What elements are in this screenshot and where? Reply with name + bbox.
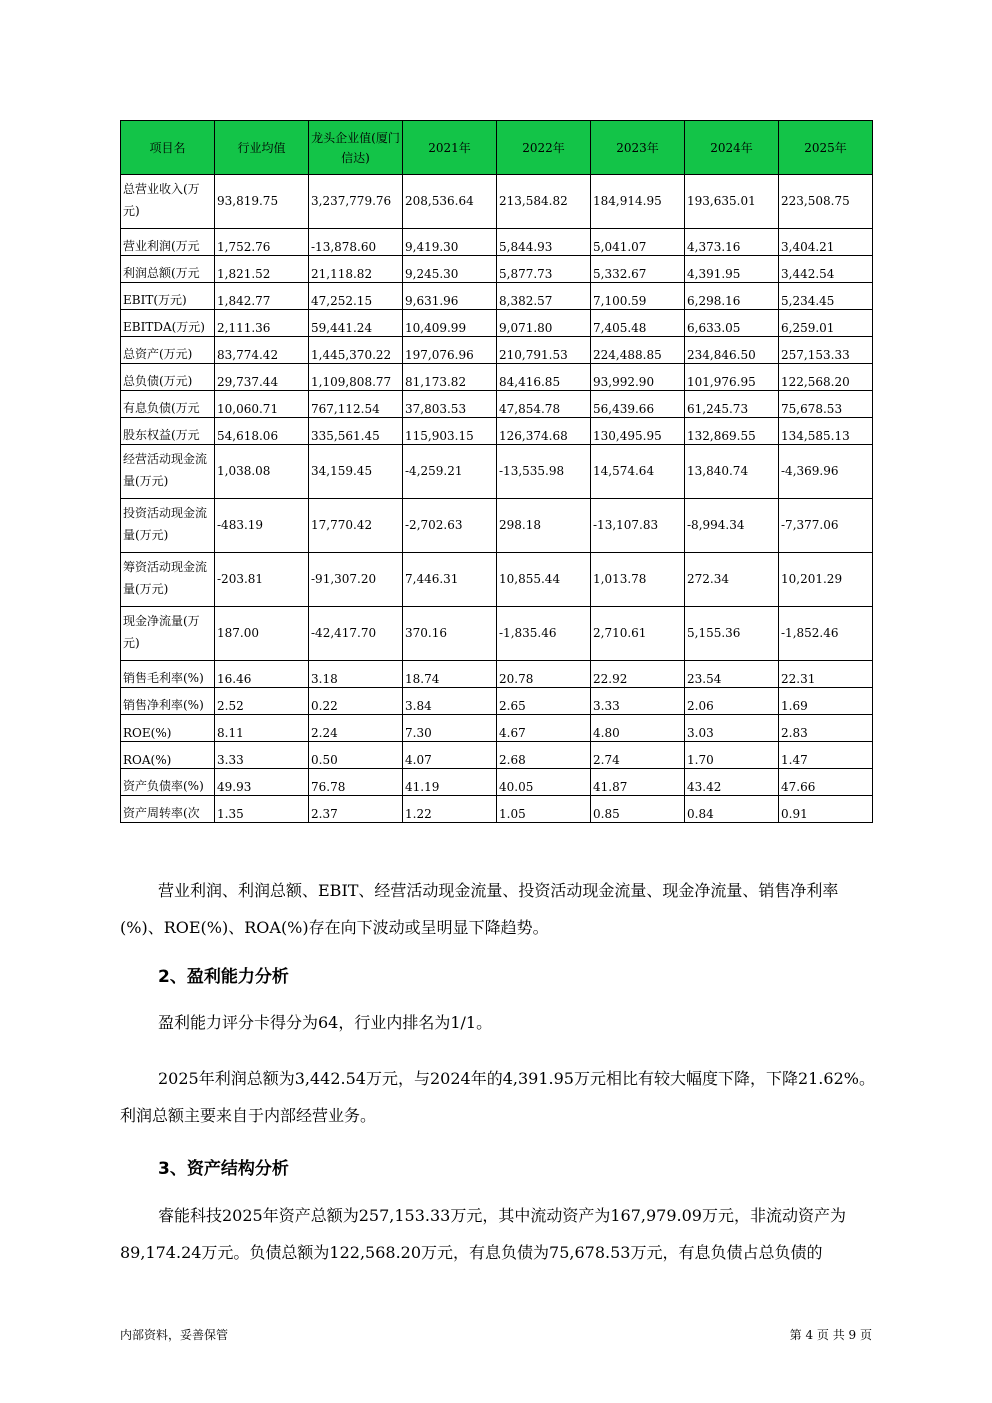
table-cell: -13,878.60 xyxy=(309,229,403,256)
table-cell: 6,633.05 xyxy=(685,310,779,337)
table-row xyxy=(121,256,873,283)
table-cell: 43.42 xyxy=(685,769,779,796)
table-row xyxy=(121,661,873,688)
row-label: EBITDA(万元) xyxy=(121,310,215,337)
table-cell: 298.18 xyxy=(497,499,591,553)
row-label: 营业利润(万元 xyxy=(121,229,215,256)
column-header: 项目名 xyxy=(121,121,215,175)
table-cell: 9,419.30 xyxy=(403,229,497,256)
table-cell: 3.84 xyxy=(403,688,497,715)
table-cell: 1,842.77 xyxy=(215,283,309,310)
table-cell: 3.18 xyxy=(309,661,403,688)
column-header: 2021年 xyxy=(403,121,497,175)
table-cell: 18.74 xyxy=(403,661,497,688)
table-cell: 2.06 xyxy=(685,688,779,715)
table-cell: 213,584.82 xyxy=(497,175,591,229)
row-label: 销售净利率(%) xyxy=(121,688,215,715)
table-cell: 1.22 xyxy=(403,796,497,823)
table-cell: 1.05 xyxy=(497,796,591,823)
table-cell: 4.80 xyxy=(591,715,685,742)
table-cell: 41.19 xyxy=(403,769,497,796)
table-row xyxy=(121,175,873,229)
table-cell: 197,076.96 xyxy=(403,337,497,364)
table-row xyxy=(121,283,873,310)
table-cell: 115,903.15 xyxy=(403,418,497,445)
table-cell: 9,631.96 xyxy=(403,283,497,310)
row-label: 投资活动现金流量(万元) xyxy=(121,499,215,553)
table-cell: -13,535.98 xyxy=(497,445,591,499)
row-label: EBIT(万元) xyxy=(121,283,215,310)
table-row xyxy=(121,310,873,337)
table-cell: 40.05 xyxy=(497,769,591,796)
table-cell: 5,155.36 xyxy=(685,607,779,661)
table-cell: 93,992.90 xyxy=(591,364,685,391)
table-cell: 1.69 xyxy=(779,688,873,715)
table-cell: 187.00 xyxy=(215,607,309,661)
table-cell: 9,071.80 xyxy=(497,310,591,337)
footer-confidential-note: 内部资料，妥善保管 xyxy=(120,1328,229,1342)
row-label: 筹资活动现金流量(万元) xyxy=(121,553,215,607)
table-cell: 5,234.45 xyxy=(779,283,873,310)
table-cell: -4,369.96 xyxy=(779,445,873,499)
table-row xyxy=(121,445,873,499)
table-cell: 0.84 xyxy=(685,796,779,823)
table-cell: 54,618.06 xyxy=(215,418,309,445)
table-cell: 3,442.54 xyxy=(779,256,873,283)
profit-paragraph: 2025年利润总额为3,442.54万元，与2024年的4,391.95万元相比有较大幅度下降，下降21.62%。利润总额主要来自于内部经营业务。 xyxy=(120,1069,875,1125)
table-cell: -483.19 xyxy=(215,499,309,553)
table-cell: -91,307.20 xyxy=(309,553,403,607)
table-cell: 21,118.82 xyxy=(309,256,403,283)
table-cell: 7,405.48 xyxy=(591,310,685,337)
column-header: 2024年 xyxy=(685,121,779,175)
table-cell: 37,803.53 xyxy=(403,391,497,418)
table-cell: 1.70 xyxy=(685,742,779,769)
table-cell: 272.34 xyxy=(685,553,779,607)
table-cell: 8,382.57 xyxy=(497,283,591,310)
table-cell: 1,013.78 xyxy=(591,553,685,607)
table-cell: 2,111.36 xyxy=(215,310,309,337)
table-cell: 56,439.66 xyxy=(591,391,685,418)
row-label: 现金净流量(万元) xyxy=(121,607,215,661)
table-cell: 3,404.21 xyxy=(779,229,873,256)
table-cell: -4,259.21 xyxy=(403,445,497,499)
table-cell: 134,585.13 xyxy=(779,418,873,445)
table-cell: 17,770.42 xyxy=(309,499,403,553)
table-cell: 47.66 xyxy=(779,769,873,796)
table-cell: 208,536.64 xyxy=(403,175,497,229)
table-cell: 49.93 xyxy=(215,769,309,796)
row-label: 总资产(万元) xyxy=(121,337,215,364)
table-cell: 83,774.42 xyxy=(215,337,309,364)
table-cell: 0.85 xyxy=(591,796,685,823)
table-cell: 4.67 xyxy=(497,715,591,742)
table-cell: 2.52 xyxy=(215,688,309,715)
table-cell: 5,041.07 xyxy=(591,229,685,256)
column-header: 2025年 xyxy=(779,121,873,175)
table-cell: 122,568.20 xyxy=(779,364,873,391)
table-row xyxy=(121,607,873,661)
table-cell: 2.37 xyxy=(309,796,403,823)
table-cell: 234,846.50 xyxy=(685,337,779,364)
table-cell: 210,791.53 xyxy=(497,337,591,364)
table-cell: 1,445,370.22 xyxy=(309,337,403,364)
table-cell: -1,835.46 xyxy=(497,607,591,661)
row-label: 资产周转率(次 xyxy=(121,796,215,823)
table-cell: 59,441.24 xyxy=(309,310,403,337)
table-cell: 2.83 xyxy=(779,715,873,742)
table-cell: 10,060.71 xyxy=(215,391,309,418)
table-cell: 101,976.95 xyxy=(685,364,779,391)
table-cell: 23.54 xyxy=(685,661,779,688)
table-cell: 132,869.55 xyxy=(685,418,779,445)
table-cell: 1,752.76 xyxy=(215,229,309,256)
table-cell: 76.78 xyxy=(309,769,403,796)
table-cell: -1,852.46 xyxy=(779,607,873,661)
table-cell: 2.68 xyxy=(497,742,591,769)
table-cell: 1,109,808.77 xyxy=(309,364,403,391)
table-cell: 29,737.44 xyxy=(215,364,309,391)
table-cell: 8.11 xyxy=(215,715,309,742)
table-row xyxy=(121,364,873,391)
row-label: ROA(%) xyxy=(121,742,215,769)
table-cell: 224,488.85 xyxy=(591,337,685,364)
table-row xyxy=(121,391,873,418)
table-cell: 47,252.15 xyxy=(309,283,403,310)
table-cell: 7.30 xyxy=(403,715,497,742)
table-cell: 1,821.52 xyxy=(215,256,309,283)
table-cell: 6,298.16 xyxy=(685,283,779,310)
table-cell: 193,635.01 xyxy=(685,175,779,229)
table-cell: 4,391.95 xyxy=(685,256,779,283)
table-cell: 767,112.54 xyxy=(309,391,403,418)
table-cell: 0.22 xyxy=(309,688,403,715)
table-cell: 9,245.30 xyxy=(403,256,497,283)
row-label: 有息负债(万元 xyxy=(121,391,215,418)
table-row xyxy=(121,418,873,445)
table-cell: 4,373.16 xyxy=(685,229,779,256)
row-label: 股东权益(万元 xyxy=(121,418,215,445)
table-cell: 5,844.93 xyxy=(497,229,591,256)
table-cell: 7,100.59 xyxy=(591,283,685,310)
table-cell: 84,416.85 xyxy=(497,364,591,391)
table-cell: 16.46 xyxy=(215,661,309,688)
table-row xyxy=(121,499,873,553)
table-cell: 10,855.44 xyxy=(497,553,591,607)
table-cell: 1,038.08 xyxy=(215,445,309,499)
table-cell: 4.07 xyxy=(403,742,497,769)
row-label: 资产负债率(%) xyxy=(121,769,215,796)
row-label: 总负债(万元) xyxy=(121,364,215,391)
table-cell: 81,173.82 xyxy=(403,364,497,391)
table-row xyxy=(121,688,873,715)
section-heading-profitability: 2、盈利能力分析 xyxy=(158,967,289,987)
table-cell: 6,259.01 xyxy=(779,310,873,337)
table-row xyxy=(121,769,873,796)
row-label: 总营业收入(万元) xyxy=(121,175,215,229)
table-cell: 3.33 xyxy=(591,688,685,715)
table-cell: 2.24 xyxy=(309,715,403,742)
table-cell: 1.35 xyxy=(215,796,309,823)
score-paragraph: 盈利能力评分卡得分为64，行业内排名为1/1。 xyxy=(158,1013,493,1032)
table-cell: -13,107.83 xyxy=(591,499,685,553)
table-cell: 61,245.73 xyxy=(685,391,779,418)
table-cell: -8,994.34 xyxy=(685,499,779,553)
summary-paragraph: 营业利润、利润总额、EBIT、经营活动现金流量、投资活动现金流量、现金净流量、销售净利率(%)、ROE(%)、ROA(%)存在向下波动或呈明显下降趋势。 xyxy=(120,881,839,937)
table-cell: 0.91 xyxy=(779,796,873,823)
table-cell: 335,561.45 xyxy=(309,418,403,445)
table-row xyxy=(121,742,873,769)
table-cell: -42,417.70 xyxy=(309,607,403,661)
table-cell: 3,237,779.76 xyxy=(309,175,403,229)
section-heading-asset-structure: 3、资产结构分析 xyxy=(158,1159,289,1179)
table-cell: 22.92 xyxy=(591,661,685,688)
table-cell: -203.81 xyxy=(215,553,309,607)
table-row xyxy=(121,553,873,607)
table-cell: 1.47 xyxy=(779,742,873,769)
table-cell: 3.03 xyxy=(685,715,779,742)
table-cell: 2,710.61 xyxy=(591,607,685,661)
column-header: 行业均值 xyxy=(215,121,309,175)
assets-paragraph: 睿能科技2025年资产总额为257,153.33万元，其中流动资产为167,979.09万元，非流动资产为89,174.24万元。负债总额为122,568.20万元，有息负债为75,678.53万元，有息负债占总负债的 xyxy=(120,1206,846,1262)
table-cell: 7,446.31 xyxy=(403,553,497,607)
table-cell: 22.31 xyxy=(779,661,873,688)
financial-data-table xyxy=(120,120,873,823)
table-cell: 47,854.78 xyxy=(497,391,591,418)
table-row xyxy=(121,715,873,742)
table-cell: 93,819.75 xyxy=(215,175,309,229)
table-cell: 5,877.73 xyxy=(497,256,591,283)
table-cell: 223,508.75 xyxy=(779,175,873,229)
table-header-row xyxy=(121,121,873,175)
table-cell: 370.16 xyxy=(403,607,497,661)
table-cell: 5,332.67 xyxy=(591,256,685,283)
table-cell: 75,678.53 xyxy=(779,391,873,418)
table-cell: 257,153.33 xyxy=(779,337,873,364)
table-cell: 126,374.68 xyxy=(497,418,591,445)
table-cell: 20.78 xyxy=(497,661,591,688)
table-cell: 130,495.95 xyxy=(591,418,685,445)
table-cell: 2.74 xyxy=(591,742,685,769)
table-row xyxy=(121,796,873,823)
table-cell: 10,409.99 xyxy=(403,310,497,337)
table-cell: 184,914.95 xyxy=(591,175,685,229)
table-row xyxy=(121,337,873,364)
table-cell: 41.87 xyxy=(591,769,685,796)
table-cell: 34,159.45 xyxy=(309,445,403,499)
footer-page-number: 第 4 页 共 9 页 xyxy=(789,1328,872,1342)
table-cell: -7,377.06 xyxy=(779,499,873,553)
table-cell: 13,840.74 xyxy=(685,445,779,499)
table-cell: 3.33 xyxy=(215,742,309,769)
row-label: ROE(%) xyxy=(121,715,215,742)
table-cell: -2,702.63 xyxy=(403,499,497,553)
column-header: 2022年 xyxy=(497,121,591,175)
table-row xyxy=(121,229,873,256)
table-cell: 2.65 xyxy=(497,688,591,715)
column-header: 龙头企业值(厦门信达) xyxy=(309,121,403,175)
table-cell: 0.50 xyxy=(309,742,403,769)
row-label: 利润总额(万元 xyxy=(121,256,215,283)
table-cell: 10,201.29 xyxy=(779,553,873,607)
table-cell: 14,574.64 xyxy=(591,445,685,499)
column-header: 2023年 xyxy=(591,121,685,175)
row-label: 销售毛利率(%) xyxy=(121,661,215,688)
row-label: 经营活动现金流量(万元) xyxy=(121,445,215,499)
